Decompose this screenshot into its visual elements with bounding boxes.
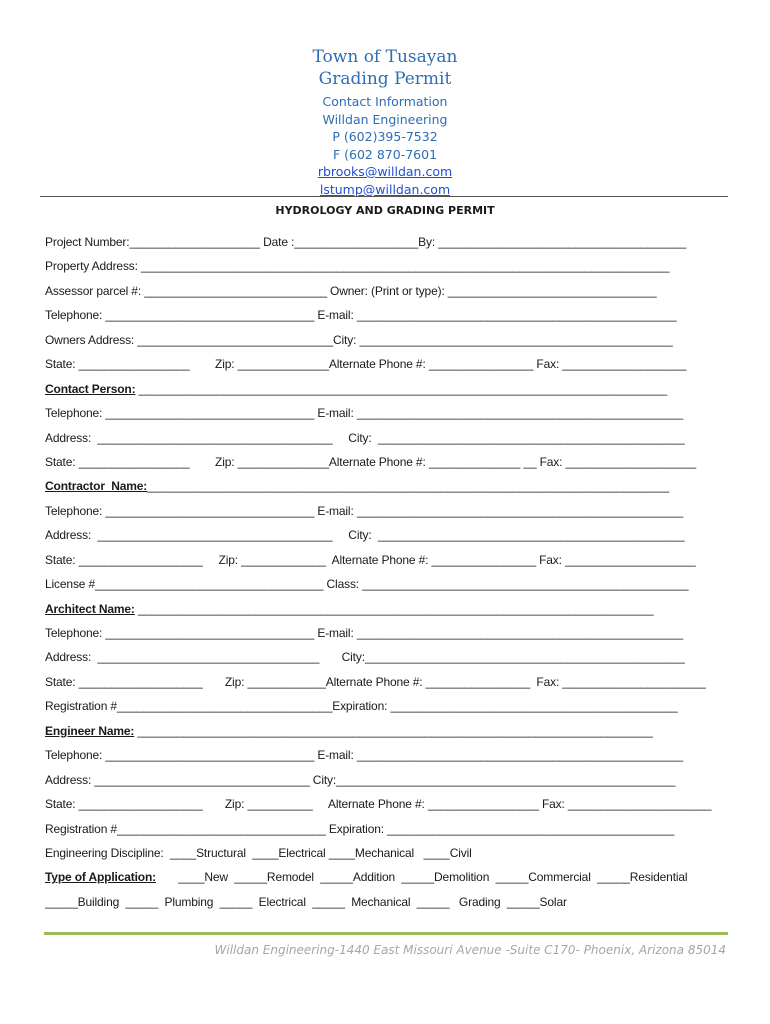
contact-email-link-2[interactable]: lstump@willdan.com xyxy=(319,181,451,197)
contact-address-row[interactable]: Address: ____________________________________ City: _______________________________________________ xyxy=(45,430,685,445)
contact-company: Willdan Engineering xyxy=(322,111,448,127)
property-address-row[interactable]: Property Address: _________________________________________________________________________________ xyxy=(45,259,670,274)
engineering-discipline-row[interactable]: Engineering Discipline: ____Structural ____Electrical ____Mechanical ____Civil xyxy=(45,845,472,860)
architect-name-line[interactable]: _______________________________________________________________________________ xyxy=(134,601,654,616)
title-permit: Grading Permit xyxy=(318,69,452,89)
title-town: Town of Tusayan xyxy=(312,47,458,67)
architect-telephone-row[interactable]: Telephone: ________________________________ E-mail: __________________________________________________ xyxy=(45,626,684,640)
contractor-name-line[interactable]: ________________________________________________________________________________ xyxy=(147,479,670,494)
engineer-address-row[interactable]: Address: _________________________________ City:____________________________________________________ xyxy=(45,772,676,787)
application-type-row[interactable] xyxy=(45,868,735,892)
contractor-state-row[interactable]: State: ___________________ Zip: _____________ Alternate Phone #: ________________ Fax: ____________________ xyxy=(45,552,696,567)
contractor-name-label: Contractor Name: xyxy=(45,479,148,494)
contact-phone: P (602)395-7532 xyxy=(332,129,438,144)
architect-state-row[interactable]: State: ___________________ Zip: ____________Alternate Phone #: ________________ Fax: ______________________ xyxy=(45,674,706,689)
permit-form xyxy=(45,233,735,917)
engineer-name-row[interactable] xyxy=(45,722,735,746)
contact-heading: Contact Information xyxy=(322,94,448,109)
application-type-label: Type of Application: xyxy=(45,870,156,885)
contact-fax: F (602 870-7601 xyxy=(332,146,438,162)
engineer-telephone-row[interactable]: Telephone: ________________________________ E-mail: __________________________________________________ xyxy=(45,748,684,763)
engineer-name-line[interactable]: _______________________________________________________________________________ xyxy=(134,723,653,738)
engineer-name-label: Engineer Name: xyxy=(45,723,135,738)
permit-category-row[interactable]: _____Building _____ Plumbing _____ Electrical _____ Mechanical _____ Grading _____Solar xyxy=(45,894,567,909)
contact-person-line[interactable]: _________________________________________________________________________________ xyxy=(135,381,668,396)
contact-telephone-row[interactable]: Telephone: ________________________________ E-mail: __________________________________________________ xyxy=(45,406,684,421)
footer-divider xyxy=(44,932,728,935)
engineer-state-row[interactable]: State: ___________________ Zip: __________ Alternate Phone #: _________________ Fax: ______________________ xyxy=(45,797,712,812)
footer-address: Willdan Engineering-1440 East Missouri Avenue -Suite C170- Phoenix, Arizona 85014 xyxy=(214,943,726,957)
contact-state-row[interactable]: State: _________________ Zip: ______________Alternate Phone #: ______________ __ Fax: ____________________ xyxy=(45,454,696,469)
license-class-row[interactable]: License #___________________________________ Class: __________________________________________________ xyxy=(45,577,689,592)
architect-registration-row[interactable]: Registration #_________________________________Expiration: ____________________________________________ xyxy=(45,699,678,714)
assessor-owner-row[interactable]: Assessor parcel #: ____________________________ Owner: (Print or type): ________________________________ xyxy=(45,283,657,298)
owner-address-row[interactable]: Owners Address: ______________________________City: ________________________________________________ xyxy=(45,332,673,347)
owner-telephone-row[interactable]: Telephone: ________________________________ E-mail: _________________________________________________ xyxy=(45,308,677,323)
contact-person-label: Contact Person: xyxy=(45,381,136,396)
engineer-registration-row[interactable]: Registration #________________________________ Expiration: ____________________________________________ xyxy=(45,821,675,836)
application-type-options[interactable]: ____New _____Remodel _____Addition _____Demolition _____Commercial _____Residential xyxy=(156,870,688,885)
contractor-name-row[interactable] xyxy=(45,477,735,501)
contractor-address-row[interactable]: Address: ____________________________________ City: _______________________________________________ xyxy=(45,528,685,543)
form-title: HYDROLOGY AND GRADING PERMIT xyxy=(275,204,495,217)
header-divider xyxy=(40,196,728,197)
project-info-row[interactable]: Project Number:____________________ Date :___________________By: ______________________________________ xyxy=(45,235,687,249)
contact-person-row[interactable] xyxy=(45,380,735,404)
contact-email-link-1[interactable]: rbrooks@willdan.com xyxy=(317,164,453,179)
document-header xyxy=(0,46,770,198)
architect-name-label: Architect Name: xyxy=(45,601,135,616)
architect-address-row[interactable]: Address: __________________________________ City:_________________________________________________ xyxy=(45,650,685,665)
owner-state-row[interactable]: State: _________________ Zip: ______________Alternate Phone #: ________________ Fax: ___________________ xyxy=(45,357,687,372)
architect-name-row[interactable] xyxy=(45,600,735,624)
contractor-telephone-row[interactable]: Telephone: ________________________________ E-mail: __________________________________________________ xyxy=(45,503,684,518)
